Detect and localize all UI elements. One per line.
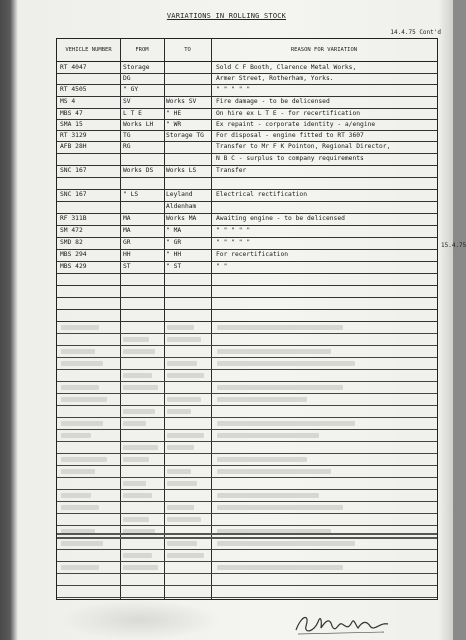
cell-from: L T E bbox=[123, 110, 142, 117]
cell-from: HH bbox=[123, 251, 131, 258]
row-rule bbox=[57, 477, 437, 478]
faded-text-smudge bbox=[217, 565, 343, 570]
cell-vehicle bbox=[60, 153, 118, 164]
faded-text-smudge bbox=[61, 397, 107, 402]
row-rule bbox=[57, 597, 437, 598]
cell-vehicle: SMD 82 bbox=[60, 239, 83, 246]
faded-text-smudge bbox=[123, 565, 158, 570]
faded-text-smudge bbox=[167, 325, 194, 330]
faded-text-smudge bbox=[217, 385, 343, 390]
row-rule bbox=[57, 73, 437, 74]
faded-text-smudge bbox=[167, 445, 194, 450]
cell-from: ST bbox=[123, 263, 131, 270]
cell-reason: For recertification bbox=[216, 251, 289, 258]
faded-text-smudge bbox=[217, 361, 355, 366]
cell-from: " LS bbox=[123, 191, 139, 198]
faded-text-smudge bbox=[123, 337, 149, 342]
faded-text-smudge bbox=[167, 409, 191, 414]
cell-vehicle: AFB 28H bbox=[60, 143, 87, 150]
row-rule bbox=[57, 189, 437, 190]
cell-to bbox=[166, 153, 210, 164]
header-to: TO bbox=[184, 47, 191, 53]
second-date: 15.4.75 bbox=[441, 242, 466, 249]
row-rule bbox=[57, 177, 437, 178]
cell-vehicle: SM 472 bbox=[60, 227, 83, 234]
row-rule bbox=[57, 84, 437, 85]
faded-text-smudge bbox=[123, 481, 146, 486]
row-rule bbox=[57, 297, 437, 298]
cell-from bbox=[123, 201, 163, 212]
cell-reason: Transfer to Mr F K Pointon, Regional Director, bbox=[216, 143, 391, 150]
cell-reason bbox=[216, 201, 435, 212]
faded-text-smudge bbox=[167, 517, 201, 522]
faded-text-smudge bbox=[61, 469, 95, 474]
faded-text-smudge bbox=[123, 493, 152, 498]
faded-text-smudge bbox=[123, 457, 149, 462]
variations-table bbox=[56, 38, 466, 600]
faded-text-smudge bbox=[167, 481, 197, 486]
row-rule bbox=[57, 549, 437, 550]
faded-text-smudge bbox=[217, 397, 307, 402]
faded-text-smudge bbox=[167, 505, 194, 510]
row-rule bbox=[57, 525, 437, 526]
cell-vehicle: MS 4 bbox=[60, 98, 76, 105]
cell-to bbox=[166, 141, 210, 152]
cell-reason: Electrical rectification bbox=[216, 191, 307, 198]
row-rule bbox=[57, 405, 437, 406]
cell-from: MA bbox=[123, 227, 131, 234]
cell-to: " ST bbox=[166, 263, 182, 270]
cell-from: Storage bbox=[123, 64, 150, 71]
cell-reason: For disposal - engine fitted to RT 3607 bbox=[216, 132, 364, 139]
page-edge-shadow bbox=[439, 0, 453, 640]
row-rule bbox=[57, 561, 437, 562]
faded-text-smudge bbox=[167, 469, 191, 474]
cell-from: SV bbox=[123, 98, 131, 105]
cell-vehicle: RT 4505 bbox=[60, 86, 87, 93]
row-rule bbox=[57, 153, 437, 154]
row-rule bbox=[57, 465, 437, 466]
cell-vehicle: MBS 294 bbox=[60, 251, 87, 258]
dark-print-band bbox=[57, 537, 437, 539]
cell-vehicle: SMA 15 bbox=[60, 121, 83, 128]
document-title: VARIATIONS IN ROLLING STOCK bbox=[166, 12, 287, 20]
faded-text-smudge bbox=[167, 397, 201, 402]
cell-reason: Fire damage - to be delicensed bbox=[216, 98, 330, 105]
cell-to: " HH bbox=[166, 251, 182, 258]
cell-reason: On hire ex L T E - for recertification bbox=[216, 110, 361, 117]
row-rule bbox=[57, 213, 437, 214]
row-rule bbox=[57, 333, 437, 334]
cell-reason: " " bbox=[216, 263, 228, 270]
cell-reason: " " " " " bbox=[216, 239, 251, 246]
cell-from: DG bbox=[123, 75, 131, 82]
faded-text-smudge bbox=[61, 493, 91, 498]
faded-text-smudge bbox=[217, 457, 307, 462]
cell-vehicle: RT 3129 bbox=[60, 132, 87, 139]
row-rule bbox=[57, 453, 437, 454]
faded-text-smudge bbox=[217, 541, 355, 546]
row-rule bbox=[57, 381, 437, 382]
row-rule bbox=[57, 585, 437, 586]
cell-reason: Sold C F Booth, Clarence Metal Works, bbox=[216, 64, 357, 71]
row-rule bbox=[57, 441, 437, 442]
cell-reason: Ex repaint - corporate identity - a/engine bbox=[216, 121, 376, 128]
cell-to bbox=[166, 84, 210, 95]
faded-text-smudge bbox=[61, 433, 91, 438]
cell-to: Aldenham bbox=[166, 203, 197, 210]
row-rule bbox=[57, 108, 437, 109]
cell-reason: Awaiting engine - to be delicensed bbox=[216, 215, 345, 222]
cell-to: Works SV bbox=[166, 98, 197, 105]
faded-text-smudge bbox=[61, 385, 99, 390]
cell-from: Works LH bbox=[123, 121, 154, 128]
faded-text-smudge bbox=[167, 433, 204, 438]
faded-text-smudge bbox=[123, 409, 155, 414]
cell-to: " MA bbox=[166, 227, 182, 234]
faded-text-smudge bbox=[167, 553, 204, 558]
continued-date: 14.4.75 Cont'd bbox=[390, 29, 441, 36]
faded-text-smudge bbox=[217, 493, 319, 498]
row-rule bbox=[57, 489, 437, 490]
row-rule bbox=[57, 345, 437, 346]
faded-text-smudge bbox=[167, 337, 201, 342]
row-rule bbox=[57, 273, 437, 274]
row-rule bbox=[57, 165, 437, 166]
cell-from: RG bbox=[123, 143, 131, 150]
faded-text-smudge bbox=[217, 349, 331, 354]
row-rule bbox=[57, 429, 437, 430]
faded-text-smudge bbox=[61, 505, 99, 510]
row-rule bbox=[57, 225, 437, 226]
row-rule bbox=[57, 357, 437, 358]
cell-from: TG bbox=[123, 132, 131, 139]
cell-reason: N B C - surplus to company requirements bbox=[216, 155, 364, 162]
faded-text-smudge bbox=[123, 553, 152, 558]
cell-reason: Armer Street, Rotherham, Yorks. bbox=[216, 75, 334, 82]
faded-text-smudge bbox=[123, 349, 155, 354]
faded-text-smudge bbox=[123, 385, 158, 390]
cell-vehicle: MBS 47 bbox=[60, 110, 83, 117]
row-rule bbox=[57, 369, 437, 370]
faded-text-smudge bbox=[123, 445, 158, 450]
row-rule bbox=[57, 285, 437, 286]
cell-from: " GY bbox=[123, 86, 139, 93]
faded-text-smudge bbox=[61, 457, 107, 462]
cell-vehicle: SNC 167 bbox=[60, 167, 87, 174]
row-rule bbox=[57, 96, 437, 97]
faded-text-smudge bbox=[61, 361, 103, 366]
faded-text-smudge bbox=[123, 373, 152, 378]
cell-to: " GR bbox=[166, 239, 182, 246]
faded-text-smudge bbox=[123, 421, 146, 426]
header-vehicle-number: VEHICLE NUMBER bbox=[65, 47, 112, 53]
header-reason: REASON FOR VARIATION bbox=[290, 47, 358, 53]
faded-text-smudge bbox=[167, 541, 197, 546]
faded-text-smudge bbox=[61, 541, 103, 546]
faded-text-smudge bbox=[217, 469, 331, 474]
cell-to: " HE bbox=[166, 110, 182, 117]
cell-to: " WR bbox=[166, 121, 182, 128]
faded-text-smudge bbox=[61, 349, 95, 354]
cell-vehicle bbox=[60, 73, 118, 84]
illegible-faded-rows bbox=[57, 321, 437, 599]
row-rule bbox=[57, 141, 437, 142]
faded-text-smudge bbox=[61, 421, 103, 426]
row-rule bbox=[57, 119, 437, 120]
faded-text-smudge bbox=[123, 517, 149, 522]
faded-text-smudge bbox=[167, 361, 197, 366]
cell-to bbox=[166, 62, 210, 73]
cell-to: Leyland bbox=[166, 191, 193, 198]
cell-to: Works LS bbox=[166, 167, 197, 174]
faded-text-smudge bbox=[217, 505, 343, 510]
faded-text-smudge bbox=[217, 421, 355, 426]
cell-from: MA bbox=[123, 215, 131, 222]
row-rule bbox=[57, 130, 437, 131]
row-rule bbox=[57, 393, 437, 394]
faded-text-smudge bbox=[61, 565, 99, 570]
cell-vehicle bbox=[60, 201, 118, 212]
row-rule bbox=[57, 237, 437, 238]
cell-reason: " " " " " bbox=[216, 86, 251, 93]
cell-vehicle: MBS 429 bbox=[60, 263, 87, 270]
row-rule bbox=[57, 513, 437, 514]
header-from: FROM bbox=[135, 47, 149, 53]
cell-to: Works MA bbox=[166, 215, 197, 222]
cell-reason: " " " " " bbox=[216, 227, 251, 234]
faded-text-smudge bbox=[167, 373, 204, 378]
row-rule bbox=[57, 261, 437, 262]
dark-print-band bbox=[57, 533, 437, 535]
row-rule bbox=[57, 417, 437, 418]
row-rule bbox=[57, 309, 437, 310]
faded-text-smudge bbox=[61, 325, 99, 330]
cell-vehicle: RT 4047 bbox=[60, 64, 87, 71]
cell-reason: Transfer bbox=[216, 167, 247, 174]
cell-to bbox=[166, 73, 210, 84]
cell-from bbox=[123, 153, 163, 164]
cell-from: Works DS bbox=[123, 167, 154, 174]
faded-text-smudge bbox=[217, 325, 343, 330]
footer-smudge bbox=[60, 600, 220, 640]
cell-vehicle: RF 311B bbox=[60, 215, 87, 222]
cell-vehicle: SNC 167 bbox=[60, 191, 87, 198]
handwritten-signature bbox=[292, 608, 392, 638]
row-rule bbox=[57, 249, 437, 250]
cell-from: GR bbox=[123, 239, 131, 246]
row-rule bbox=[57, 201, 437, 202]
faded-text-smudge bbox=[217, 433, 319, 438]
cell-to: Storage TG bbox=[166, 132, 204, 139]
row-rule bbox=[57, 501, 437, 502]
row-rule bbox=[57, 573, 437, 574]
